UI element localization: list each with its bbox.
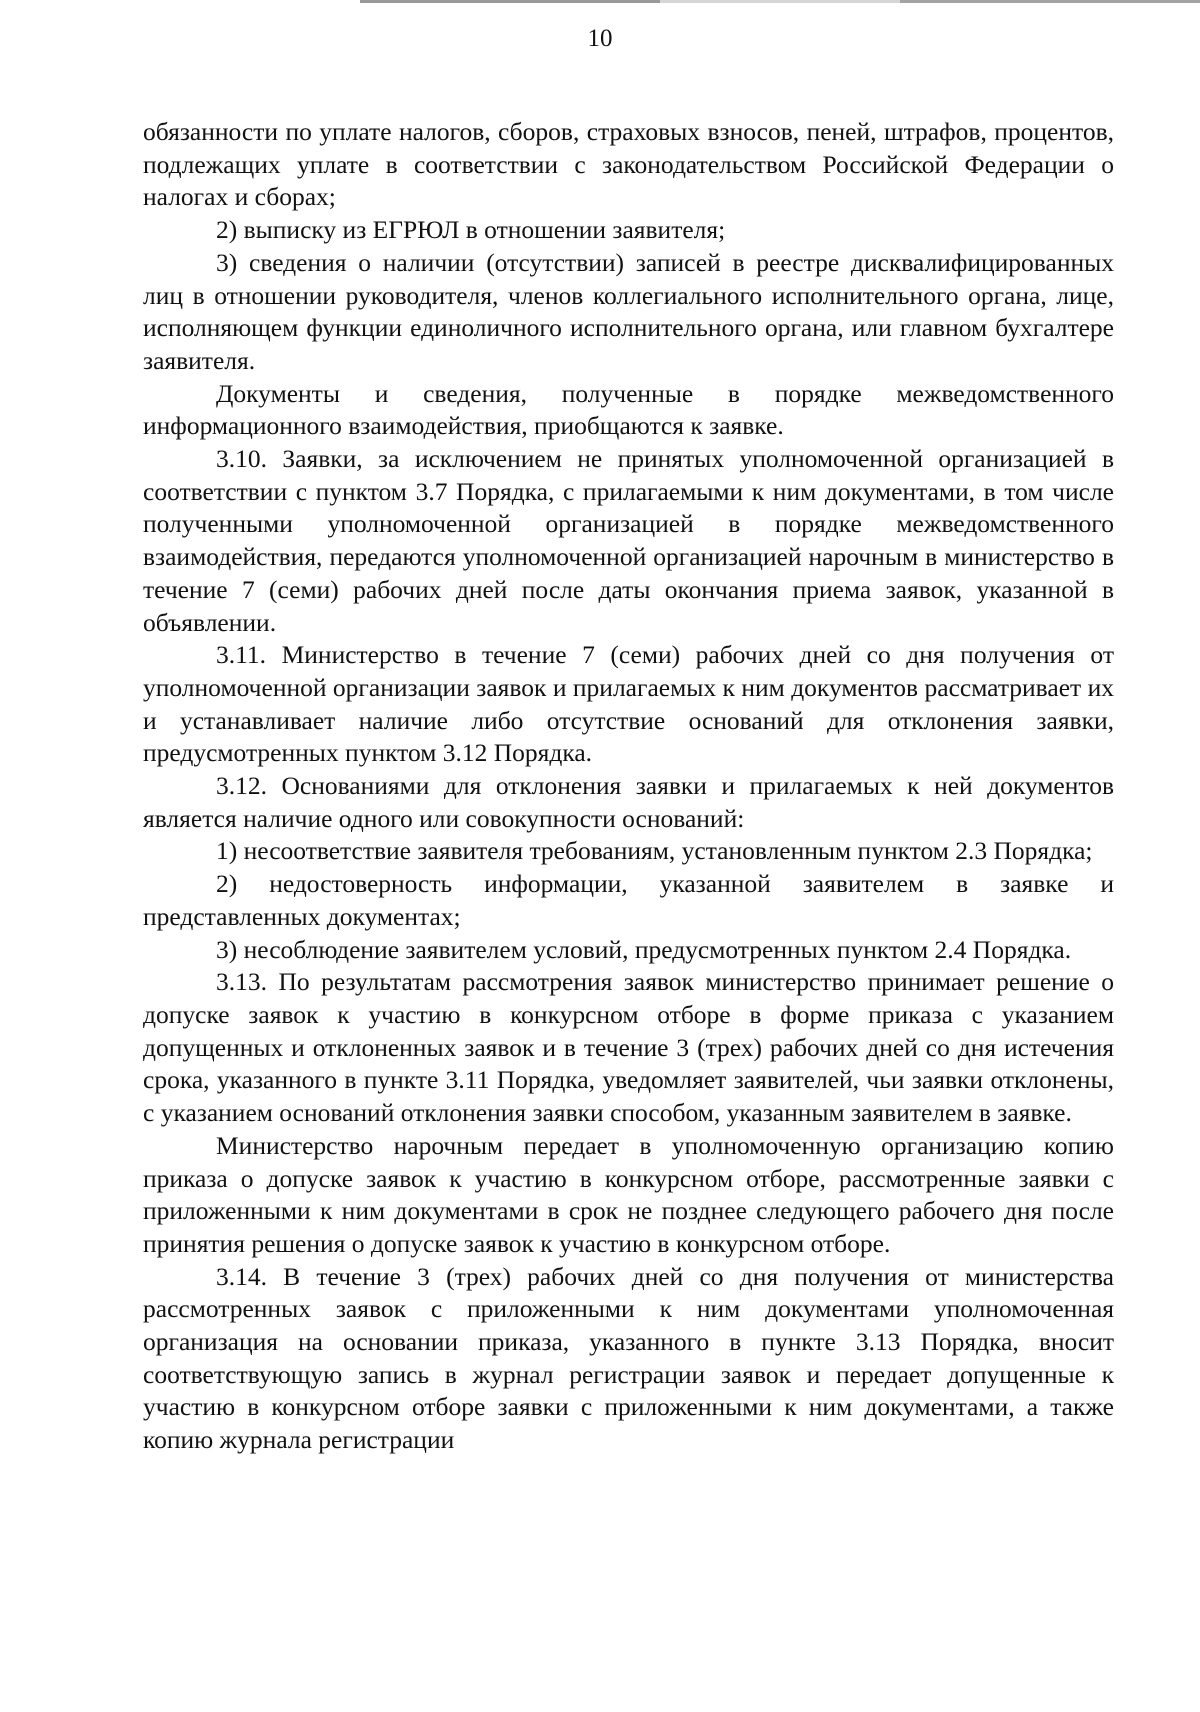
paragraph-3-12-item-1: 1) несоответствие заявителя требованиям, установленным пунктом 2.3 Порядка; [216, 836, 1093, 866]
paragraph-item-3: 3) сведения о наличии (отсутствии) записей в реестре дисквалифицированных лиц в отношении руководителя, членов коллегиального исполнительного органа, лице, исполняющем функции единоличного исполнительного органа, или главном бухгалтере заявителя. [143, 247, 1114, 375]
document-body [143, 116, 1114, 1457]
paragraph-documents-info: Документы и сведения, полученные в порядке межведомственного информационного взаимодействия, приобщаются к заявке. [143, 378, 1114, 441]
paragraph-3-12: 3.12. Основаниями для отклонения заявки и прилагаемых к ней документов является наличие одного или совокупности оснований: [143, 771, 1114, 833]
paragraph-3-12-item-2: 2) недостоверность информации, указанной заявителем в заявке и представленных документах; [143, 869, 1114, 931]
paragraph-item-2: 2) выписку из ЕГРЮЛ в отношении заявителя; [216, 215, 726, 245]
paragraph-3-12-item-3: 3) несоблюдение заявителем условий, предусмотренных пунктом 2.4 Порядка. [216, 934, 1072, 964]
paragraph-3-10: 3.10. Заявки, за исключением не принятых уполномоченной организацией в соответствии с пунктом 3.7 Порядка, с прилагаемыми к ним документами, в том числе полученными уполномоченной организацией в порядке межведомственного взаимодействия, передаются уполномоченной организацией нарочным в министерство в течение 7 (семи) рабочих дней после даты окончания приема заявок, указанной в объявлении. [143, 444, 1114, 637]
page-number: 10 [587, 25, 613, 52]
paragraph-3-14: 3.14. В течение 3 (трех) рабочих дней со дня получения от министерства рассмотренных заявок с приложенными к ним документами уполномоченная организация на основании приказа, указанного в пункте 3.13 Порядка, вносит соответствующую запись в журнал регистрации заявок и передает допущенные к участию в конкурсном отборе заявки с приложенными к ним документами, а также копию журнала регистрации [143, 1261, 1114, 1455]
paragraph-3-11: 3.11. Министерство в течение 7 (семи) рабочих дней со дня получения от уполномоченной организации заявок и прилагаемых к ним документов рассматривает их и устанавливает наличие либо отсутствие оснований для отклонения заявки, предусмотренных пунктом 3.12 Порядка. [143, 640, 1114, 768]
paragraph-3-13: 3.13. По результатам рассмотрения заявок министерство принимает решение о допуске заявок к участию в конкурсном отборе в форме приказа с указанием допущенных и отклоненных заявок и в течение 3 (трех) рабочих дней со дня истечения срока, указанного в пункте 3.11 Порядка, уведомляет заявителей, чьи заявки отклонены, с указанием оснований отклонения заявки способом, указанным заявителем в заявке. [143, 967, 1114, 1128]
scan-top-edge [0, 0, 1200, 3]
paragraph-ministry-transfer: Министерство нарочным передает в уполномоченную организацию копию приказа о допуске заявок к участию в конкурсном отборе, рассмотренные заявки с приложенными к ним документами в срок не позднее следующего рабочего дня после принятия решения о допуске заявок к участию в конкурсном отборе. [143, 1130, 1114, 1258]
paragraph-continuation: обязанности по уплате налогов, сборов, страховых взносов, пеней, штрафов, процентов, подлежащих уплате в соответствии с законодательством Российской Федерации о налогах и сборах; [143, 117, 1114, 212]
